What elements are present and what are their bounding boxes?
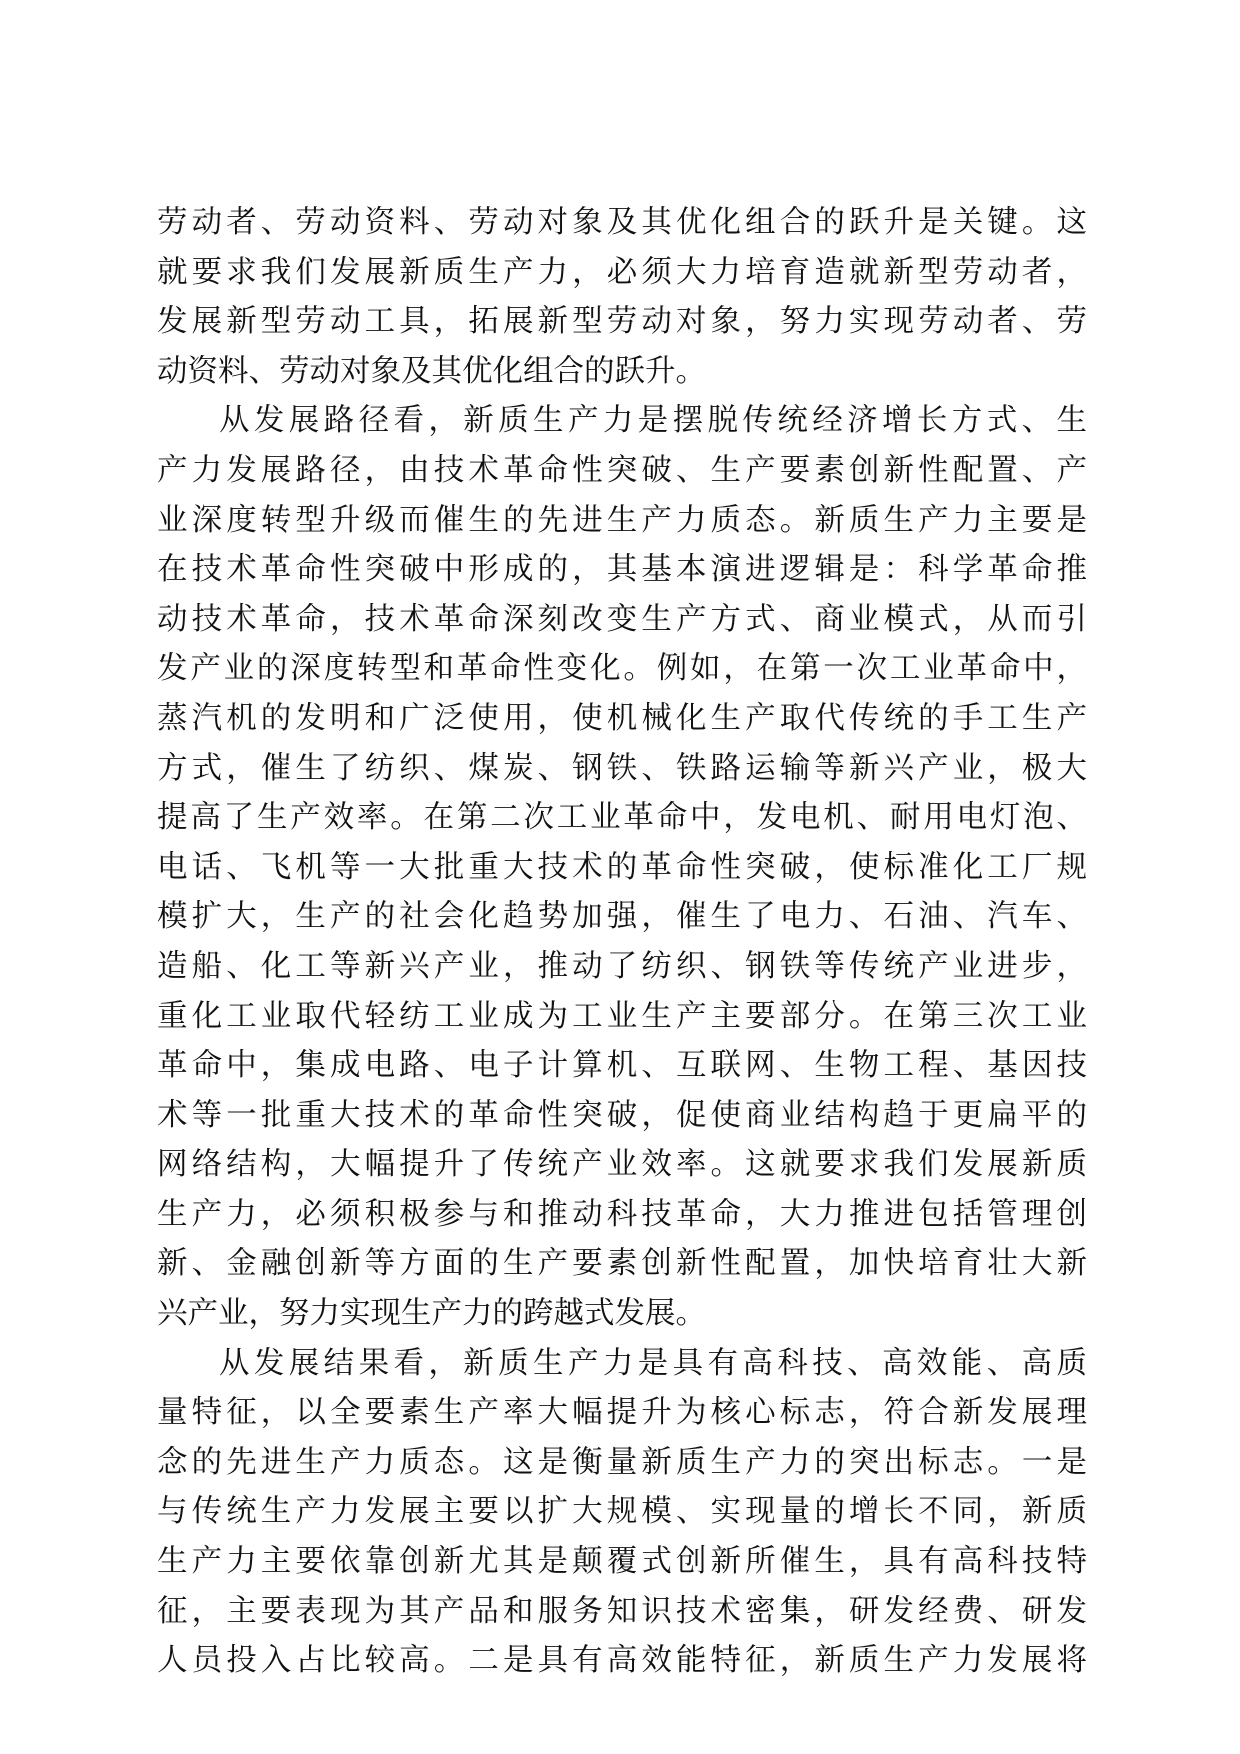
text-line: 重化工业取代轻纺工业成为工业生产主要部分。在第三次工业: [157, 998, 1087, 1034]
text-line: 方式，催生了纺织、煤炭、钢铁、铁路运输等新兴产业，极大: [157, 750, 1087, 786]
text-line: 术等一批重大技术的革命性突破，促使商业结构趋于更扁平的: [157, 1097, 1087, 1133]
text-line: 兴产业，努力实现生产力的跨越式发展。: [157, 1296, 706, 1332]
paragraph-first-line: 从发展结果看，新质生产力是具有高科技、高效能、高质: [219, 1345, 1087, 1381]
text-line: 造船、化工等新兴产业，推动了纺织、钢铁等传统产业进步，: [157, 948, 1087, 984]
text-line: 人员投入占比较高。二是具有高效能特征，新质生产力发展将: [157, 1643, 1087, 1679]
paragraph-first-line: 从发展路径看，新质生产力是摆脱传统经济增长方式、生: [219, 403, 1087, 439]
body-text: [157, 198, 1087, 1686]
text-line: 劳动者、劳动资料、劳动对象及其优化组合的跃升是关键。这: [157, 205, 1087, 240]
text-line: 生产力，必须积极参与和推动科技革命，大力推进包括管理创: [157, 1196, 1087, 1232]
text-line: 提高了生产效率。在第二次工业革命中，发电机、耐用电灯泡、: [157, 800, 1087, 836]
text-line: 革命中，集成电路、电子计算机、互联网、生物工程、基因技: [157, 1048, 1087, 1084]
text-line: 念的先进生产力质态。这是衡量新质生产力的突出标志。一是: [157, 1444, 1087, 1480]
text-line: 电话、飞机等一大批重大技术的革命性突破，使标准化工厂规: [157, 849, 1087, 885]
text-line: 动技术革命，技术革命深刻改变生产方式、商业模式，从而引: [157, 601, 1087, 637]
text-line: 征，主要表现为其产品和服务知识技术密集，研发经费、研发: [157, 1593, 1087, 1629]
text-line: 动资料、劳动对象及其优化组合的跃升。: [157, 353, 706, 389]
text-line: 发展新型劳动工具，拓展新型劳动对象，努力实现劳动者、劳: [157, 304, 1087, 340]
text-line: 模扩大，生产的社会化趋势加强，催生了电力、石油、汽车、: [157, 899, 1087, 935]
text-line: 网络结构，大幅提升了传统产业效率。这就要求我们发展新质: [157, 1147, 1087, 1183]
text-line: 业深度转型升级而催生的先进生产力质态。新质生产力主要是: [157, 502, 1087, 538]
text-line: 新、金融创新等方面的生产要素创新性配置，加快培育壮大新: [157, 1246, 1087, 1282]
text-line: 就要求我们发展新质生产力，必须大力培育造就新型劳动者，: [157, 254, 1087, 290]
text-line: 产力发展路径，由技术革命性突破、生产要素创新性配置、产: [157, 452, 1087, 488]
text-line: 量特征，以全要素生产率大幅提升为核心标志，符合新发展理: [157, 1395, 1087, 1431]
text-line: 在技术革命性突破中形成的，其基本演进逻辑是：科学革命推: [157, 552, 1087, 588]
text-line: 生产力主要依靠创新尤其是颠覆式创新所催生，具有高科技特: [157, 1544, 1087, 1580]
text-line: 发产业的深度转型和革命性变化。例如，在第一次工业革命中，: [157, 651, 1087, 687]
text-line: 与传统生产力发展主要以扩大规模、实现量的增长不同，新质: [157, 1494, 1087, 1530]
text-line: 蒸汽机的发明和广泛使用，使机械化生产取代传统的手工生产: [157, 700, 1087, 736]
